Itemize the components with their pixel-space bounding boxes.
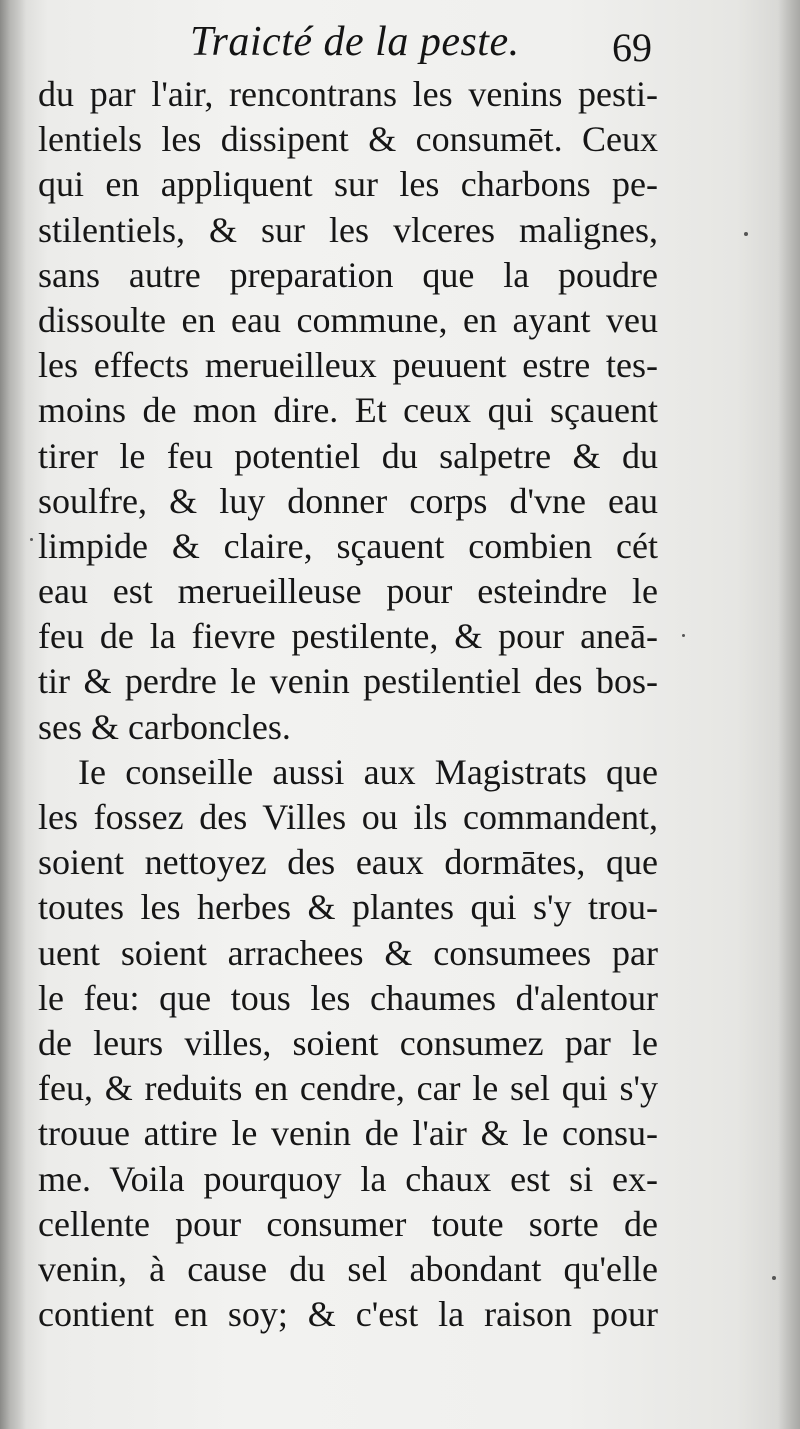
text-line: soient nettoyez des eaux dormātes, que (38, 842, 658, 883)
text-line: eau est merueilleuse pour esteindre le (38, 571, 658, 612)
text-line: soulfre, & luy donner corps d'vne eau (38, 480, 658, 521)
text-line: cellente pour consumer toute sorte de (38, 1203, 658, 1244)
page-edge-shadow (778, 0, 800, 1429)
text-line: de leurs villes, soient consumez par le (38, 1022, 658, 1063)
text-line: feu de la fievre pestilente, & pour aneā- (38, 616, 658, 657)
text-line: venin, à cause du sel abondant qu'elle (38, 1248, 658, 1289)
text-line: le feu: que tous les chaumes d'alentour (38, 977, 658, 1018)
text-line: lentiels les dissipent & consumēt. Ceux (38, 119, 658, 160)
text-line: sans autre preparation que la poudre (38, 254, 658, 295)
text-line: les effects merueilleux peuuent estre tes- (38, 345, 658, 386)
text-line: uent soient arrachees & consumees par (38, 932, 658, 973)
ink-speck (682, 634, 685, 637)
text-line: me. Voila pourquoy la chaux est si ex- (38, 1158, 658, 1199)
text-line: les fossez des Villes ou ils commandent, (38, 797, 658, 837)
text-line: Ie conseille aussi aux Magistrats que (78, 751, 658, 792)
ink-speck (30, 538, 33, 541)
text-line: contient en soy; & c'est la raison pour (38, 1294, 658, 1335)
text-line: tirer le feu potentiel du salpetre & du (38, 435, 658, 476)
text-line: stilentiels, & sur les vlceres malignes, (38, 209, 658, 250)
text-line: tir & perdre le venin pestilentiel des bos- (38, 661, 658, 702)
running-title: Traicté de la peste. (190, 19, 520, 65)
text-line: du par l'air, rencontrans les venins pesti- (38, 74, 658, 114)
page-number: 69 (612, 25, 652, 70)
text-line: qui en appliquent sur les charbons pe- (38, 164, 658, 205)
text-line: feu, & reduits en cendre, car le sel qui s'y (38, 1068, 658, 1109)
text-line: dissoulte en eau commune, en ayant veu (38, 299, 658, 340)
text-line: trouue attire le venin de l'air & le consu- (38, 1113, 658, 1154)
body-text (38, 72, 658, 1337)
text-line: ses & carboncles. (38, 706, 291, 747)
ink-speck (772, 1276, 776, 1280)
gutter-shadow (0, 0, 26, 1429)
text-line: limpide & claire, sçauent combien cét (38, 525, 658, 566)
text-line: toutes les herbes & plantes qui s'y trou- (38, 887, 658, 928)
text-line: moins de mon dire. Et ceux qui sçauent (38, 390, 658, 431)
ink-speck (744, 232, 748, 236)
